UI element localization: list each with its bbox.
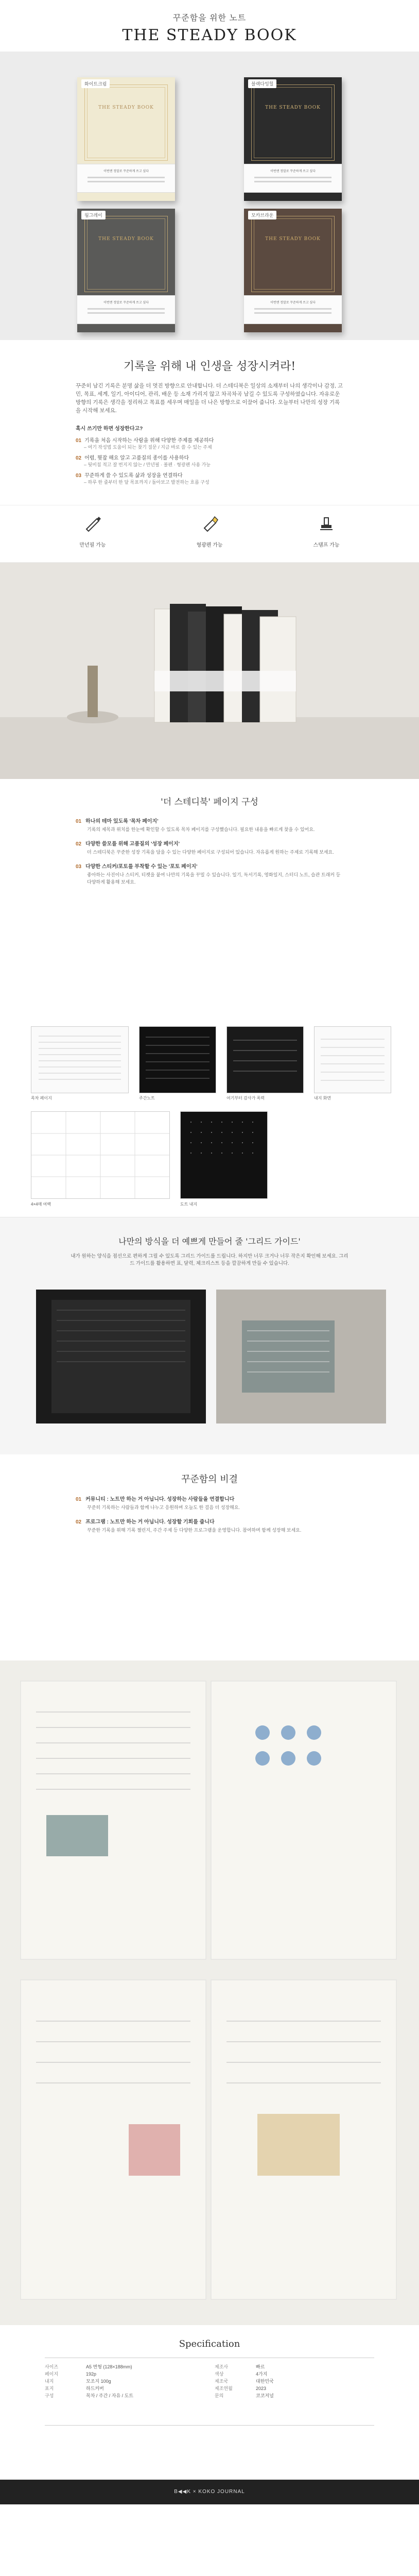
spec-value: 하드커버 — [86, 2386, 104, 2391]
sample-label: 여기부터 감사가 폭력 — [226, 1096, 265, 1100]
secret-num: 02 — [76, 1519, 82, 1525]
intro-heading: 기록을 위해 내 인생을 성장시켜라! — [123, 360, 296, 373]
spec-col-right — [215, 2363, 369, 2399]
gratitude-lines — [227, 1027, 303, 1093]
cover-frame — [84, 216, 168, 292]
spec-value: 대한민국 — [256, 2379, 274, 2384]
spec-value: 빠르 — [256, 2364, 265, 2369]
secret-title — [76, 1517, 343, 1525]
footer-brand: B◀◀K × KOKO JOURNAL — [0, 2480, 419, 2504]
answer-num: 01 — [76, 438, 82, 444]
sample-grid-4x4 — [31, 1111, 170, 1199]
band-line — [88, 181, 165, 182]
spec-row — [215, 2385, 369, 2392]
spec-row — [45, 2370, 199, 2378]
sample-label: 도트 내지 — [180, 1202, 198, 1207]
spec-key: 표지 — [45, 2386, 54, 2391]
question-box — [76, 424, 343, 485]
sample-label: 목차 페이지 — [31, 1096, 52, 1100]
grid-guide-photos — [0, 1279, 419, 1434]
sample-toc — [31, 1026, 129, 1093]
spec-row — [215, 2392, 369, 2399]
secret-section — [0, 1454, 419, 1660]
band-line — [88, 312, 165, 314]
spec-row — [45, 2378, 199, 2385]
page-samples — [0, 1021, 419, 1217]
toc-lines — [31, 1027, 128, 1093]
header-title: THE STEADY BOOK — [122, 26, 297, 44]
weekly-lines — [139, 1027, 216, 1093]
secret-title — [76, 1495, 343, 1502]
book-grid — [0, 67, 419, 335]
spec-row — [215, 2370, 369, 2378]
notebook-collage-photo — [0, 1660, 419, 2325]
structure-desc: 기록의 제목과 위치를 한눈에 확인할 수 있도록 목차 페이지를 구성했습니다. 필요한 내용을 빠르게 찾을 수 있어요. — [87, 827, 315, 832]
answer-list — [76, 436, 343, 485]
book-color-label: 화이트크림 — [81, 79, 110, 88]
cover-band — [77, 295, 175, 324]
answer-item — [76, 453, 343, 468]
band-text: 이번엔 정말로 꾸준하게 쓰고 싶다 — [270, 301, 316, 304]
structure-title-text: 다양한 쓸모를 위해 고품질의 '성장 페이지' — [85, 841, 180, 847]
answer-text: 기록을 처음 시작하는 사람을 위해 다양한 주제를 제공하다 — [84, 438, 214, 444]
secret-item — [76, 1517, 343, 1534]
answer-num: 03 — [76, 473, 82, 479]
structure-title — [76, 817, 343, 824]
cover-band — [244, 295, 342, 324]
spec-value: 코코저널 — [256, 2393, 274, 2398]
band-line — [254, 312, 331, 314]
spec-key: 색상 — [215, 2371, 224, 2377]
spec-row — [45, 2392, 199, 2399]
dot-grid — [181, 1112, 267, 1198]
cover-frame — [251, 216, 335, 292]
page-header — [0, 0, 419, 52]
answer-item — [76, 471, 343, 485]
cover-title: THE STEADY BOOK — [265, 105, 321, 110]
secret-title-text: 커뮤니티 : 노트만 하는 거 아닙니다. 성장하는 사람들을 연결합니다 — [85, 1497, 235, 1502]
structure-num: 03 — [76, 864, 82, 870]
feature-fountain-pen — [62, 513, 124, 548]
structure-title-text: 하나의 테마 있도록 '목차 페이지' — [85, 819, 159, 824]
feature-stamp — [295, 513, 357, 548]
spec-value: 목차 / 주간 / 자유 / 도트 — [86, 2393, 134, 2398]
cover-band — [77, 164, 175, 193]
spec-key: 페이지 — [45, 2371, 59, 2377]
grid-guide-body: 내가 원하는 양식을 점선으로 편하게 그릴 수 있도록 그리드 가이드를 드립니다. 하지만 너무 크거나 너무 작은지 확인해 보세요. 그리드 가이드를 활용하면 표, 달력, 체크리스트 등을 깔끔하게 만들 수 있습니다. — [71, 1253, 348, 1266]
band-text: 이번엔 정말로 꾸준하게 쓰고 싶다 — [103, 301, 149, 304]
spec-key: 구성 — [45, 2393, 54, 2398]
structure-desc: 좋아하는 사진이나 스티커, 티켓을 붙여 나만의 기록을 꾸밀 수 있습니다. 일기, 독서기록, 영화일지, 스터디 노트, 습관 트래커 등 다양하게 활용해 보세요. — [87, 872, 341, 885]
cover-frame — [84, 84, 168, 161]
secret-item — [76, 1495, 343, 1511]
grid-guide-heading: 나만의 방식을 더 예쁘게 만들어 줄 '그리드 가이드' — [118, 1236, 301, 1246]
feature-label: 형광펜 가능 — [196, 543, 223, 548]
spec-key: 제조국 — [215, 2379, 229, 2384]
cover-title: THE STEADY BOOK — [98, 236, 154, 242]
feature-label: 스탬프 가능 — [313, 543, 340, 548]
sample-label: 내지 화면 — [314, 1096, 331, 1100]
secret-desc: 꾸준한 기록을 위해 기록 챌린지, 주간 주제 등 다양한 프로그램을 운영합니다. 참여하며 함께 성장해 보세요. — [87, 1528, 302, 1533]
grid-guide-section — [0, 1217, 419, 1454]
spec-key: 내지 — [45, 2379, 54, 2384]
spec-value: 192p — [86, 2371, 97, 2377]
answer-text: 꾸준하게 쓸 수 있도록 삶과 성장을 연결하다 — [84, 473, 183, 479]
product-photo-2 — [0, 1660, 419, 2325]
band-line — [88, 177, 165, 178]
product-photo-1 — [0, 563, 419, 779]
spec-key: 제조연월 — [215, 2386, 233, 2391]
question-text: 혹시 쓰기만 하면 성장한다고? — [76, 426, 143, 432]
cover-band — [244, 164, 342, 193]
feature-label: 만년필 가능 — [79, 543, 106, 548]
band-text: 이번엔 정말로 꾸준하게 쓰고 싶다 — [103, 170, 149, 173]
highlighter-icon — [199, 513, 220, 533]
structure-title-text: 다양한 스티커/포토를 부착할 수 있는 '포토 페이지' — [85, 864, 198, 870]
band-text: 이번엔 정말로 꾸준하게 쓰고 싶다 — [270, 170, 316, 173]
spec-row — [45, 2385, 199, 2392]
spec-key: 문의 — [215, 2393, 224, 2398]
answer-desc: – 뒷비침 적고 잘 번지지 않는 / 만년필 · 볼펜 · 형광펜 사용 가능 — [84, 462, 211, 467]
structure-items — [0, 817, 419, 886]
answer-text: 어렵, 뭣잡 해요 알고 고품질의 종이를 사용하다 — [84, 455, 189, 461]
intro-section — [0, 340, 419, 505]
spec-value: A5 변형 (128×188mm) — [86, 2364, 132, 2369]
feature-icons — [0, 505, 419, 563]
spec-col-left — [45, 2363, 199, 2399]
structure-heading: '더 스테디북' 페이지 구성 — [161, 797, 258, 807]
secret-heading: 꾸준함의 비결 — [181, 1474, 238, 1485]
structure-item — [76, 839, 343, 856]
book-cover — [77, 77, 175, 201]
band-line — [254, 177, 331, 178]
sample-weekly — [139, 1026, 216, 1093]
sample-label: 4×4매 여백 — [31, 1202, 51, 1207]
spec-heading: Specification — [179, 2338, 240, 2349]
spec-value: 2023 — [256, 2386, 267, 2391]
structure-item — [76, 817, 343, 833]
hero-book-grid — [0, 52, 419, 340]
structure-num: 01 — [76, 819, 82, 824]
header-subtitle: 꾸준함을 위한 노트 — [172, 14, 247, 23]
intro-body: 꾸준히 남긴 기록은 분명 삶을 더 멋진 방향으로 안내합니다. 더 스테디북은 일상의 소재부터 나의 생각이나 감정, 고민, 목표, 세계, 일기, 아이디어, 관리, 배운 등 소재 가리지 않고 차곡차곡 남길 수 있도록 구성하였습니다. 자유로운 방향의 기록은 생각을 정리하고 목표를 세우며 매일을 더 나은 방향으로 이끌어 줍니다. 오늘부터 나만의 성장 기록을 시작해 보세요. — [76, 383, 343, 414]
spec-value: 4가지 — [256, 2371, 268, 2377]
answer-num: 02 — [76, 455, 82, 461]
grid-4x4 — [31, 1112, 169, 1198]
answer-desc: – 하루 한 줄부터 한 달 목표까지 / 돌아보고 발전하는 흐름 구성 — [84, 480, 210, 485]
structure-desc: 더 스테디북은 꾸준한 성장 기록을 담을 수 있는 다양한 페이지로 구성되어 있습니다. 자유롭게 원하는 주제로 기록해 보세요. — [87, 850, 334, 855]
band-line — [254, 181, 331, 182]
inner-lines — [315, 1027, 391, 1093]
structure-num: 02 — [76, 841, 82, 847]
spec-row — [215, 2378, 369, 2385]
book-color-label: 모카브라운 — [248, 211, 276, 219]
books-standing-photo — [0, 563, 419, 779]
sample-label: 주간노트 — [139, 1096, 155, 1100]
spec-row — [215, 2363, 369, 2370]
spec-key: 제조사 — [215, 2364, 229, 2369]
secret-items — [0, 1495, 419, 1534]
band-line — [254, 308, 331, 310]
secret-num: 01 — [76, 1497, 82, 1502]
cover-title: THE STEADY BOOK — [98, 105, 154, 110]
sample-inner — [314, 1026, 391, 1093]
page-structure-section — [0, 779, 419, 1021]
secret-title-text: 프로그램 : 노트만 하는 거 아닙니다. 성장할 기회를 줍니다 — [85, 1519, 215, 1525]
fountain-pen-icon — [82, 513, 103, 533]
structure-title — [76, 862, 343, 870]
book-color-label: 블랙다잉힐 — [248, 79, 276, 88]
book-color-label: 웜그레이 — [81, 211, 106, 219]
spec-table — [45, 2358, 374, 2426]
book-cover — [244, 209, 342, 332]
feature-highlighter — [179, 513, 240, 548]
spec-key: 사이즈 — [45, 2364, 59, 2369]
spec-section — [0, 2325, 419, 2480]
answer-desc: – 여기 작성법 도움이 되는 찾기 질문 / 지금 바로 쓸 수 있는 주제 — [84, 445, 212, 450]
book-cover — [244, 77, 342, 201]
cover-frame — [251, 84, 335, 161]
cover-title: THE STEADY BOOK — [265, 236, 321, 242]
spec-row — [45, 2363, 199, 2370]
answer-item — [76, 436, 343, 450]
structure-item — [76, 862, 343, 886]
book-cover — [77, 209, 175, 332]
sample-dot — [180, 1111, 268, 1199]
stamp-icon — [316, 513, 337, 533]
band-line — [88, 308, 165, 310]
secret-desc: 꾸준히 기록하는 사람들과 함께 나누고 응원하며 오늘도 한 걸음 더 성장해요. — [87, 1505, 240, 1510]
spec-value: 모조지 100g — [86, 2379, 111, 2384]
sample-gratitude — [226, 1026, 304, 1093]
structure-title — [76, 839, 343, 847]
